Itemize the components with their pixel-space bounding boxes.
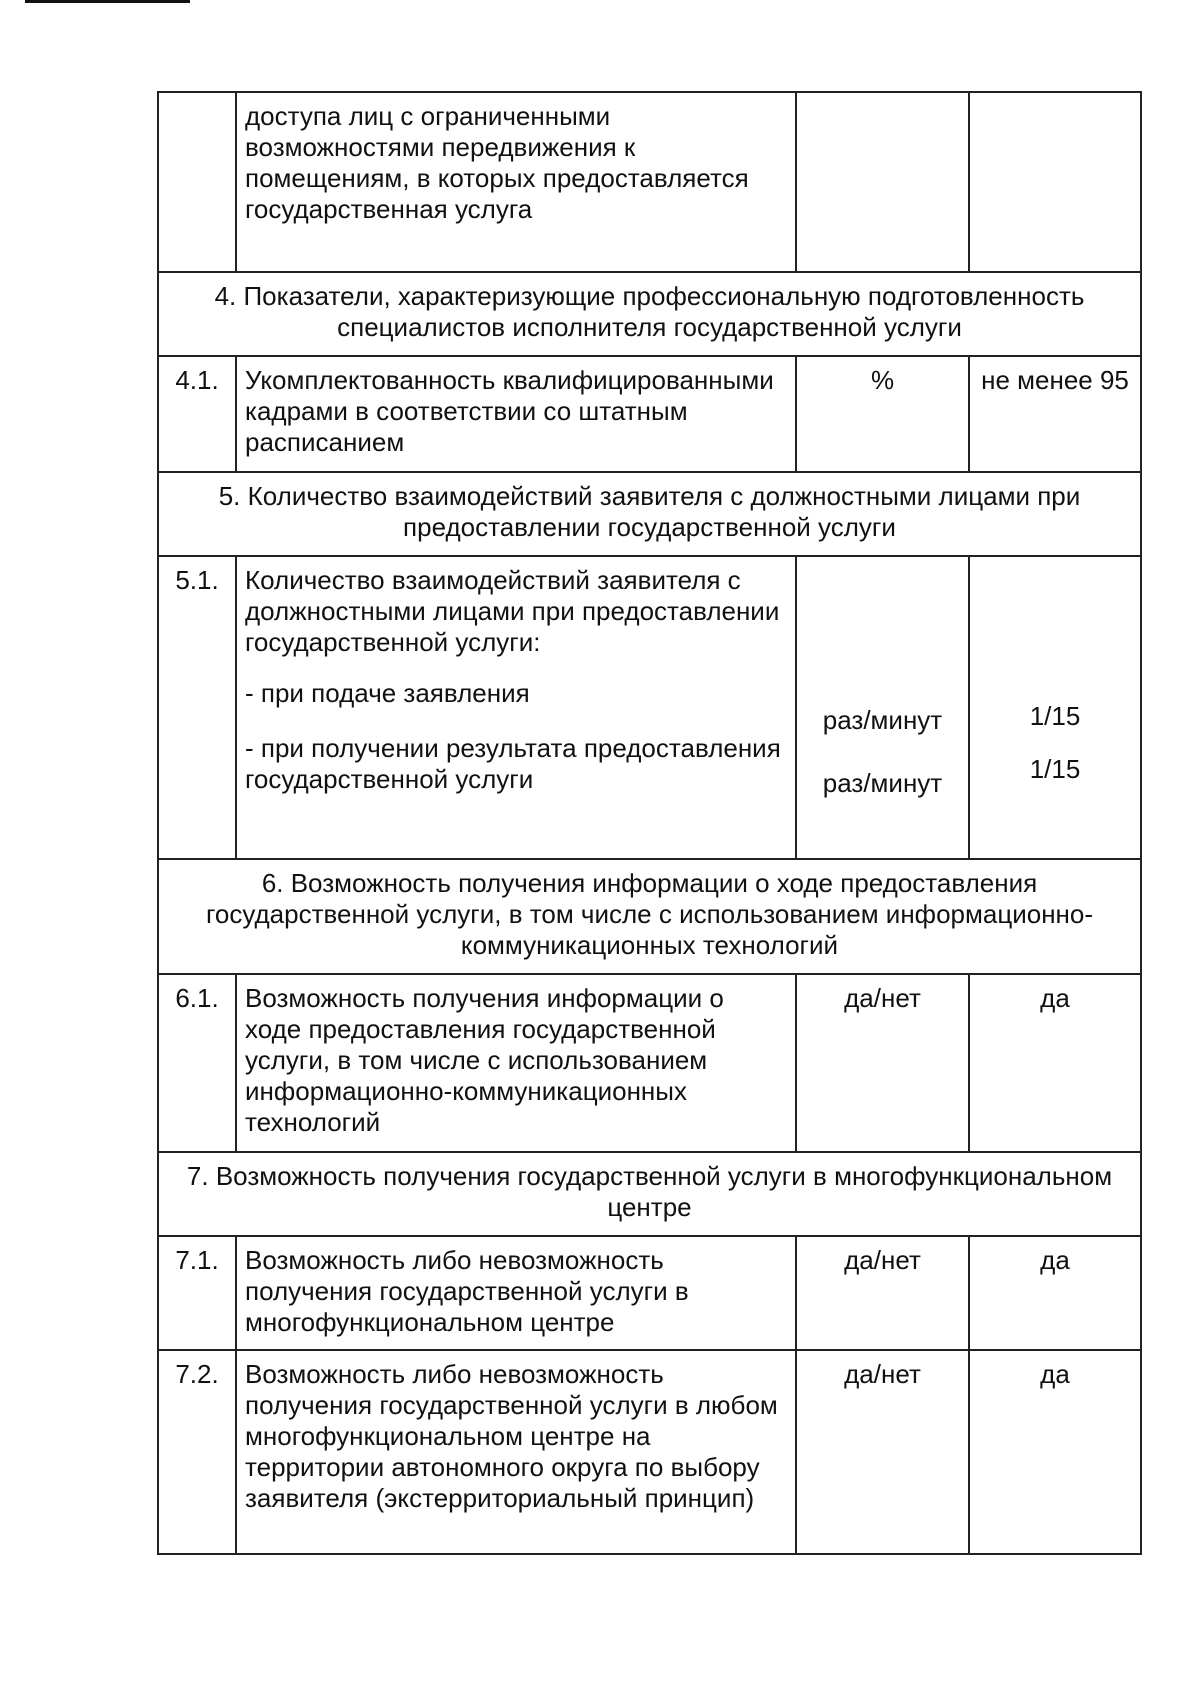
indicator-text: Возможность либо невозможность получения государственной услуги в многофункциональном центре bbox=[236, 1236, 796, 1350]
unit-cell: да/нет bbox=[796, 1350, 969, 1554]
row-number: 6.1. bbox=[158, 974, 236, 1152]
row-number: 7.1. bbox=[158, 1236, 236, 1350]
section-title: 4. Показатели, характеризующие профессиональную подготовленность специалистов исполнителя государственной услуги bbox=[158, 272, 1141, 356]
table-row bbox=[158, 556, 1141, 859]
table-row bbox=[158, 356, 1141, 472]
row-number: 5.1. bbox=[158, 556, 236, 859]
value-cell: да bbox=[969, 1350, 1141, 1554]
spacer bbox=[978, 732, 1132, 754]
spacer bbox=[978, 565, 1132, 701]
value-cell: 1/15 bbox=[1029, 754, 1081, 784]
section-title: 7. Возможность получения государственной услуги в многофункциональном центре bbox=[158, 1152, 1141, 1236]
row-number: 4.1. bbox=[158, 356, 236, 472]
indicator-text: Количество взаимодействий заявителя с должностными лицами при предоставлении государственной услуги: bbox=[245, 565, 780, 657]
section-title: 6. Возможность получения информации о ходе предоставления государственной услуги, в том числе с использованием информационно-коммуникационных технологий bbox=[158, 859, 1141, 974]
spacer bbox=[805, 565, 960, 705]
indicator-text: Возможность получения информации о ходе предоставления государственной услуги, в том числе с использованием информационно-коммуникационных технологий bbox=[236, 974, 796, 1152]
table-row bbox=[158, 1350, 1141, 1554]
spacer bbox=[245, 658, 787, 678]
sub-item-text: - при получении результата предоставления государственной услуги bbox=[245, 733, 781, 794]
unit-cell: % bbox=[796, 356, 969, 472]
indicator-text: Укомплектованность квалифицированными кадрами в соответствии со штатным расписанием bbox=[236, 356, 796, 472]
sub-item-text: - при подаче заявления bbox=[245, 678, 530, 708]
table-row bbox=[158, 92, 1141, 272]
value-cell: не менее 95 bbox=[969, 356, 1141, 472]
spacer bbox=[805, 736, 960, 768]
value-cell: да bbox=[969, 974, 1141, 1152]
unit-cell-group bbox=[796, 556, 969, 859]
section-row bbox=[158, 272, 1141, 356]
value-cell: да bbox=[969, 1236, 1141, 1350]
section-title: 5. Количество взаимодействий заявителя с должностными лицами при предоставлении государственной услуги bbox=[158, 472, 1141, 556]
value-cell bbox=[969, 92, 1141, 272]
value-cell: 1/15 bbox=[1029, 701, 1081, 731]
service-quality-table bbox=[157, 91, 1142, 1555]
spacer bbox=[245, 709, 787, 733]
row-number: 7.2. bbox=[158, 1350, 236, 1554]
table-row bbox=[158, 974, 1141, 1152]
indicator-text: Возможность либо невозможность получения государственной услуги в любом многофункциональном центре на территории автономного округа по выбору заявителя (экстерриториальный принцип) bbox=[236, 1350, 796, 1554]
unit-cell: раз/минут bbox=[822, 705, 943, 735]
unit-cell: да/нет bbox=[796, 1236, 969, 1350]
unit-cell: да/нет bbox=[796, 974, 969, 1152]
indicator-text: доступа лиц с ограниченными возможностями передвижения к помещениям, в которых предоставляется государственная услуга bbox=[236, 92, 796, 272]
section-row bbox=[158, 859, 1141, 974]
value-cell-group bbox=[969, 556, 1141, 859]
section-row bbox=[158, 1152, 1141, 1236]
unit-cell bbox=[796, 92, 969, 272]
indicator-text-group bbox=[236, 556, 796, 859]
header-rule bbox=[25, 0, 190, 3]
section-row bbox=[158, 472, 1141, 556]
unit-cell: раз/минут bbox=[822, 768, 943, 798]
row-number bbox=[158, 92, 236, 272]
table-row bbox=[158, 1236, 1141, 1350]
